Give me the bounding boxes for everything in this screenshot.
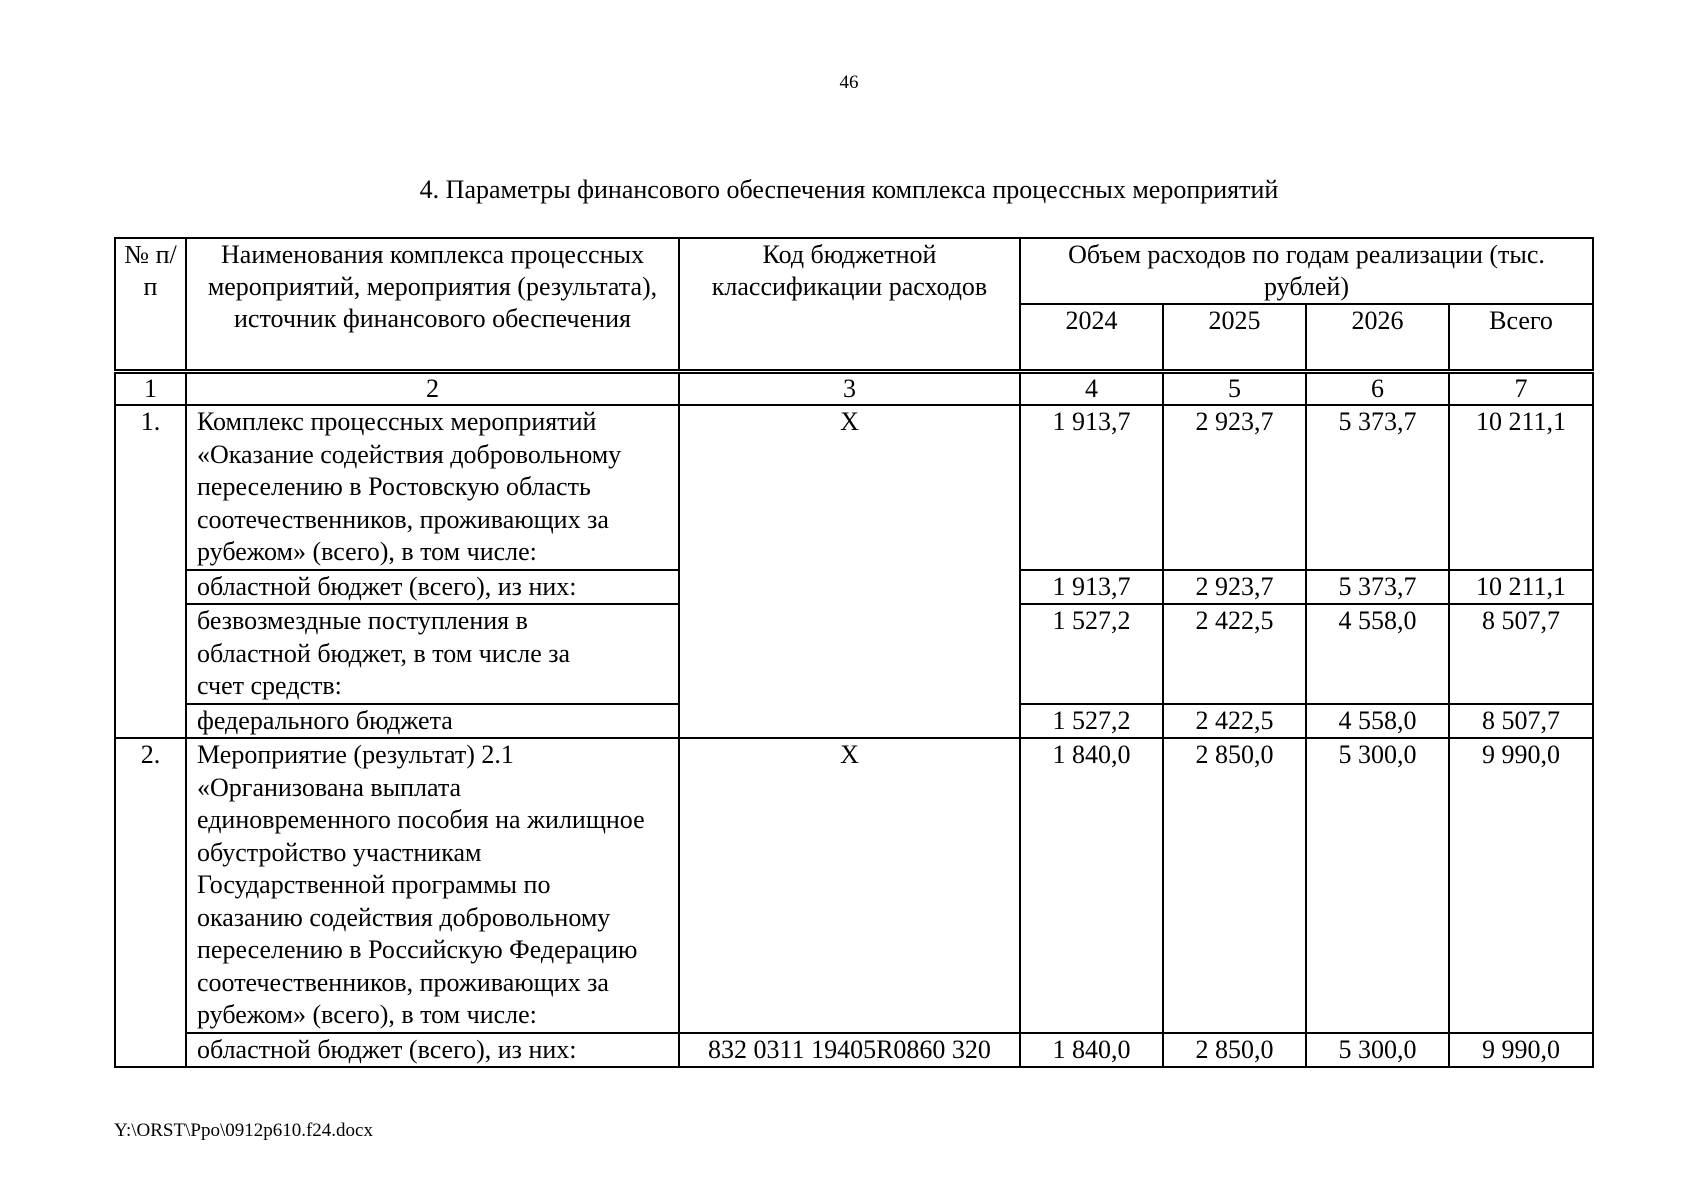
value-2026: 5 300,0 <box>1306 1033 1449 1068</box>
header-year-2025: 2025 <box>1163 304 1306 372</box>
row-budget-code: X <box>679 738 1020 1033</box>
row-budget-code: X <box>679 405 1020 738</box>
column-numbers-row <box>115 372 1593 406</box>
column-number: 1 <box>115 372 186 406</box>
value-2025: 2 923,7 <box>1163 570 1306 605</box>
value-2025: 2 422,5 <box>1163 604 1306 704</box>
value-2024: 1 527,2 <box>1020 604 1163 704</box>
header-expenses-label: Объем расходов по годам реализации (тыс. рублей) <box>1068 240 1545 301</box>
value-2026: 5 300,0 <box>1306 738 1449 1033</box>
value-2024: 1 913,7 <box>1020 570 1163 605</box>
header-number-label: № п/п <box>124 240 177 301</box>
value-2026: 4 558,0 <box>1306 604 1449 704</box>
value-2025: 2 422,5 <box>1163 704 1306 739</box>
row-name: Мероприятие (результат) 2.1 «Организована выплата единовременного пособия на жилищное обустройство участникам Государственной программы по оказанию содействия добровольному переселению в Российскую Федерацию соотечественников, проживающих за рубежом» (всего), в том числе: <box>186 738 679 1033</box>
row-number: 1. <box>115 405 186 738</box>
column-number: 3 <box>679 372 1020 406</box>
header-name-label: Наименования комплекса процессных мероприятий, мероприятия (результата), источник финансового обеспечения <box>207 240 658 333</box>
header-year-2026: 2026 <box>1306 304 1449 372</box>
header-total: Всего <box>1449 304 1593 372</box>
row-name: областной бюджет (всего), из них: <box>186 1033 679 1068</box>
value-total: 9 990,0 <box>1449 1033 1593 1068</box>
value-total: 8 507,7 <box>1449 604 1593 704</box>
value-2026: 4 558,0 <box>1306 704 1449 739</box>
row-name <box>186 405 679 570</box>
row-name: безвозмездные поступления в областной бюджет, в том числе за счет средств: <box>186 604 679 704</box>
column-number: 7 <box>1449 372 1593 406</box>
value-2024: 1 840,0 <box>1020 1033 1163 1068</box>
value-2026: 5 373,7 <box>1306 405 1449 570</box>
value-2024: 1 840,0 <box>1020 738 1163 1033</box>
column-number: 2 <box>186 372 679 406</box>
header-budget-code <box>679 238 1020 372</box>
table-row <box>115 738 1593 1033</box>
column-number: 4 <box>1020 372 1163 406</box>
row-name: областной бюджет (всего), из них: <box>186 570 679 605</box>
header-name <box>186 238 679 372</box>
table-row <box>115 405 1593 570</box>
header-number <box>115 238 186 372</box>
header-budget-code-label: Код бюджетной классификации расходов <box>711 240 988 301</box>
header-expenses-by-year <box>1020 238 1593 304</box>
financial-parameters-table <box>114 237 1594 1068</box>
table-row <box>115 1033 1593 1068</box>
value-2025: 2 850,0 <box>1163 738 1306 1033</box>
value-total: 10 211,1 <box>1449 405 1593 570</box>
value-total: 8 507,7 <box>1449 704 1593 739</box>
column-number: 6 <box>1306 372 1449 406</box>
column-number: 5 <box>1163 372 1306 406</box>
value-total: 9 990,0 <box>1449 738 1593 1033</box>
document-title: 4. Параметры финансового обеспечения комплекса процессных мероприятий <box>419 175 1279 204</box>
row-name: федерального бюджета <box>186 704 679 739</box>
value-2026: 5 373,7 <box>1306 570 1449 605</box>
value-2025: 2 850,0 <box>1163 1033 1306 1068</box>
value-2024: 1 913,7 <box>1020 405 1163 570</box>
row-number: 2. <box>115 738 186 1067</box>
row-budget-code: 832 0311 19405R0860 320 <box>679 1033 1020 1068</box>
value-2024: 1 527,2 <box>1020 704 1163 739</box>
row-name-text: Комплекс процессных мероприятий «Оказание содействия добровольному переселению в Ростовскую область соотечественников, проживающих за рубежом» (всего), в том числе: <box>197 407 622 566</box>
value-2025: 2 923,7 <box>1163 405 1306 570</box>
page-number: 46 <box>839 72 859 93</box>
header-year-2024: 2024 <box>1020 304 1163 372</box>
value-total: 10 211,1 <box>1449 570 1593 605</box>
header-row <box>115 238 1593 304</box>
file-path-footer: Y:\ORST\Ppo\0912p610.f24.docx <box>114 1120 373 1141</box>
